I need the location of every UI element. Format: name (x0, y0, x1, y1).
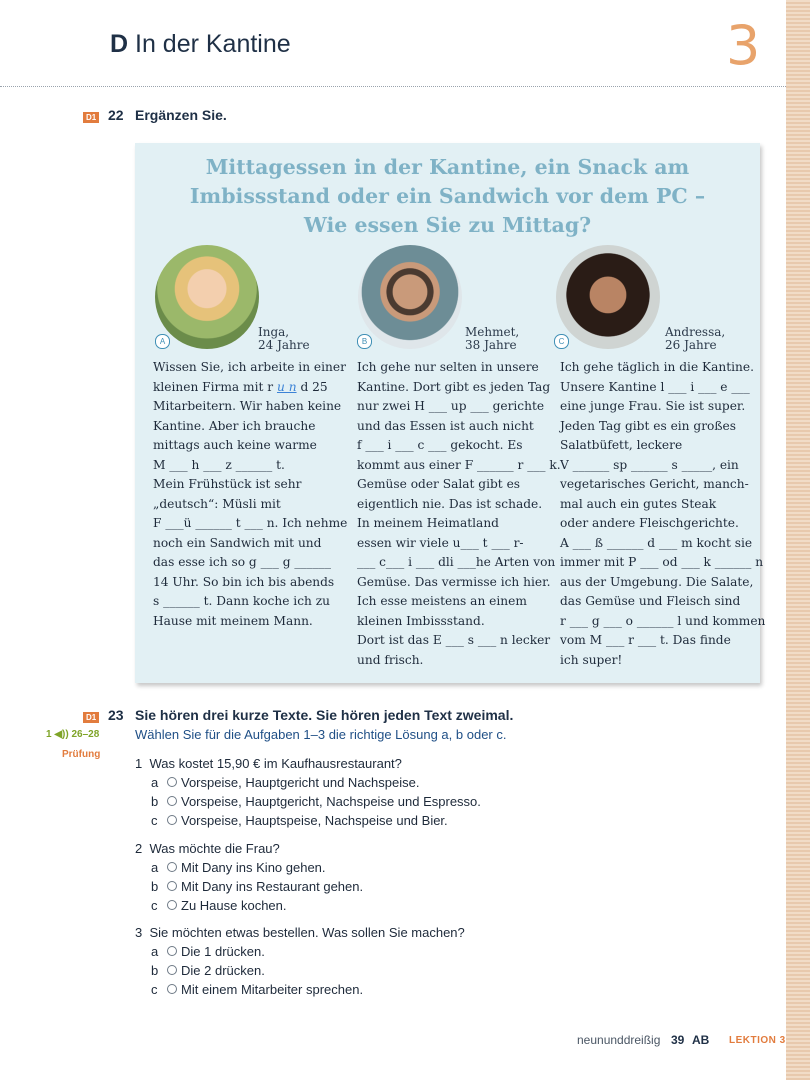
chapter-number: 3 (726, 14, 759, 77)
option-letter: a (151, 860, 159, 875)
question-number: 2 (135, 841, 143, 856)
question-number: 3 (135, 925, 143, 940)
answer-option[interactable] (151, 879, 363, 894)
portrait-inga (155, 245, 259, 349)
gap-line[interactable]: Dort ist das E ___ s ___ n lecker (357, 633, 551, 647)
lesson-label: LEKTION 3 (729, 1035, 786, 1046)
text-line: ich super! (560, 652, 623, 667)
option-text: Zu Hause kochen. (181, 898, 287, 913)
option-letter: c (151, 813, 158, 828)
title-line: Imbissstand oder ein Sandwich vor dem PC – (189, 184, 706, 208)
person-label-andressa (665, 326, 725, 352)
page-number-word: neununddreißig (577, 1033, 661, 1047)
question (135, 841, 280, 856)
radio-circle-icon[interactable] (167, 965, 177, 975)
option-letter: c (151, 982, 158, 997)
text-line: aus der Umgebung. Die Salate, (560, 574, 754, 589)
option-text: Mit Dany ins Kino gehen. (181, 860, 326, 875)
gap-line[interactable]: M ___ h ___ z ______ t. (153, 457, 285, 472)
exercise-tag: D1 (83, 112, 99, 123)
text-line: Kantine. Dort gibt es jeden Tag (357, 379, 551, 394)
text-column-b (357, 358, 561, 670)
radio-circle-icon[interactable] (167, 777, 177, 787)
radio-circle-icon[interactable] (167, 796, 177, 806)
question-text: Was möchte die Frau? (149, 841, 280, 856)
text-line: Jeden Tag gibt es ein großes (560, 418, 736, 433)
option-letter: b (151, 963, 159, 978)
answer-option[interactable] (151, 898, 287, 913)
option-letter: b (151, 794, 159, 809)
answer-option[interactable] (151, 944, 265, 959)
option-text: Mit einem Mitarbeiter sprechen. (181, 982, 364, 997)
text-line (153, 378, 353, 398)
title-line: Mittagessen in der Kantine, ein Snack am (205, 155, 690, 179)
text-column-c (560, 358, 766, 670)
text-line: 14 Uhr. So bin ich bis abends (153, 574, 335, 589)
person-age: 38 Jahre (465, 338, 517, 352)
badge-c: C (554, 334, 569, 349)
badge-b: B (357, 334, 372, 349)
radio-circle-icon[interactable] (167, 862, 177, 872)
person-label-inga (258, 326, 310, 352)
text-line: Wissen Sie, ich arbeite in einer (153, 360, 346, 374)
text-line: vegetarisches Gericht, manch- (560, 477, 749, 491)
gap-line[interactable]: ___ c___ i ___ dli ___he Arten von (357, 555, 556, 569)
exercise-number: 23 (108, 707, 124, 723)
answer-option[interactable] (151, 982, 363, 997)
text-line: Ich gehe täglich in die Kantine. (560, 360, 754, 374)
radio-circle-icon[interactable] (167, 946, 177, 956)
page-header (0, 0, 786, 87)
question (135, 925, 465, 940)
person-label-mehmet (465, 326, 519, 352)
section-title: In der Kantine (135, 30, 291, 58)
text-line: das Gemüse und Fleisch sind (560, 594, 741, 608)
gap-line[interactable]: A ___ ß ______ d ___ m kocht sie (560, 535, 753, 550)
question-text: Sie möchten etwas bestellen. Was sollen Sie machen? (149, 925, 465, 940)
person-name: Inga, (258, 325, 290, 339)
gap-line[interactable]: f ___ i ___ c ___ gekocht. Es (357, 438, 523, 452)
gap-line[interactable]: V ______ sp ______ s _____, ein (560, 457, 739, 472)
gap-line[interactable]: immer mit P ___ od ___ k ______ n (560, 555, 764, 569)
portrait-andressa (556, 245, 660, 349)
gap-line[interactable]: das esse ich so g ___ g ______ (153, 555, 331, 569)
text-line: und das Essen ist auch nicht (357, 418, 534, 433)
text-segment: d 25 (300, 379, 328, 394)
radio-circle-icon[interactable] (167, 881, 177, 891)
option-text: Vorspeise, Hauptgericht, Nachspeise und Espresso. (181, 794, 481, 809)
option-text: Die 2 drücken. (181, 963, 265, 978)
text-column-a (153, 358, 353, 631)
text-line: eigentlich nie. Das ist schade. (357, 496, 543, 511)
gap-line[interactable]: nur zwei H ___ up ___ gerichte (357, 399, 545, 413)
title-line: Wie essen Sie zu Mittag? (303, 213, 592, 237)
text-line: Ich esse meistens an einem (357, 594, 527, 608)
text-line: kleinen Imbissstand. (357, 613, 485, 628)
exercise-instruction: Wählen Sie für die Aufgaben 1–3 die richtige Lösung a, b oder c. (135, 727, 507, 742)
gap-line[interactable]: s ______ t. Dann koche ich zu (153, 594, 331, 608)
gap-line[interactable]: F ___ü ______ t ___ n. Ich nehme (153, 516, 348, 530)
option-letter: b (151, 879, 159, 894)
option-text: Mit Dany ins Restaurant gehen. (181, 879, 364, 894)
radio-circle-icon[interactable] (167, 984, 177, 994)
gap-line[interactable]: r ___ g ___ o ______ l und kommen (560, 613, 766, 628)
audio-track-ref[interactable]: 1 ◀)) 26–28 (46, 729, 100, 740)
page-number: 39 (671, 1033, 685, 1047)
text-line: oder andere Fleischgerichte. (560, 516, 739, 530)
badge-a: A (155, 334, 170, 349)
exercise-tag: D1 (83, 712, 99, 723)
exercise-instruction: Ergänzen Sie. (135, 107, 227, 123)
text-line: Gemüse. Das vermisse ich hier. (357, 574, 551, 589)
radio-circle-icon[interactable] (167, 900, 177, 910)
text-line: Mitarbeitern. Wir haben keine (153, 399, 342, 413)
page-edge (786, 0, 810, 1080)
person-age: 26 Jahre (665, 338, 717, 352)
answer-option[interactable] (151, 860, 326, 875)
portrait-mehmet (358, 245, 462, 349)
option-text: Vorspeise, Hauptgericht und Nachspeise. (181, 775, 420, 790)
exam-label: Prüfung (62, 749, 101, 760)
handwritten-answer[interactable]: u n (276, 379, 297, 394)
text-line: „deutsch“: Müsli mit (153, 496, 281, 511)
text-line: Gemüse oder Salat gibt es (357, 477, 521, 491)
text-line: In meinem Heimatland (357, 516, 499, 530)
exercise-number: 22 (108, 107, 124, 123)
option-letter: a (151, 944, 159, 959)
radio-circle-icon[interactable] (167, 815, 177, 825)
text-segment: kleinen Firma mit r (153, 379, 274, 394)
text-line: und frisch. (357, 652, 424, 667)
gap-line[interactable]: kommt aus einer F ______ r ___ k. (357, 457, 561, 472)
exercise-title: Sie hören drei kurze Texte. Sie hören jeden Text zweimal. (135, 707, 514, 723)
gap-line[interactable]: Unsere Kantine l ___ i ___ e ___ (560, 379, 750, 394)
question-number: 1 (135, 756, 143, 771)
gap-line[interactable]: essen wir viele u___ t ___ r- (357, 535, 524, 550)
text-line: Salatbüfett, leckere (560, 438, 683, 452)
answer-option[interactable] (151, 794, 481, 809)
person-age: 24 Jahre (258, 338, 310, 352)
option-letter: a (151, 775, 159, 790)
text-line: mal auch ein gutes Steak (560, 496, 717, 511)
reading-panel (135, 143, 766, 683)
answer-option[interactable] (151, 963, 265, 978)
person-name: Mehmet, (465, 325, 520, 339)
option-text: Vorspeise, Hauptspeise, Nachspeise und Bier. (181, 813, 448, 828)
option-letter: c (151, 898, 158, 913)
text-line: noch ein Sandwich mit und (153, 535, 322, 550)
text-line: Kantine. Aber ich brauche (153, 418, 316, 433)
question-text: Was kostet 15,90 € im Kaufhausrestaurant? (149, 756, 402, 771)
book-label: AB (692, 1033, 710, 1047)
gap-line[interactable]: vom M ___ r ___ t. Das finde (560, 633, 731, 647)
person-name: Andressa, (665, 325, 726, 339)
panel-title (135, 153, 760, 240)
text-line: Hause mit meinem Mann. (153, 613, 313, 628)
question (135, 756, 402, 771)
section-letter: D (110, 30, 129, 58)
answer-option[interactable] (151, 813, 448, 828)
text-line: Mein Frühstück ist sehr (153, 477, 302, 491)
text-line: eine junge Frau. Sie ist super. (560, 399, 746, 413)
option-text: Die 1 drücken. (181, 944, 265, 959)
text-line: Ich gehe nur selten in unsere (357, 360, 539, 374)
text-line: mittags auch keine warme (153, 438, 317, 452)
answer-option[interactable] (151, 775, 419, 790)
